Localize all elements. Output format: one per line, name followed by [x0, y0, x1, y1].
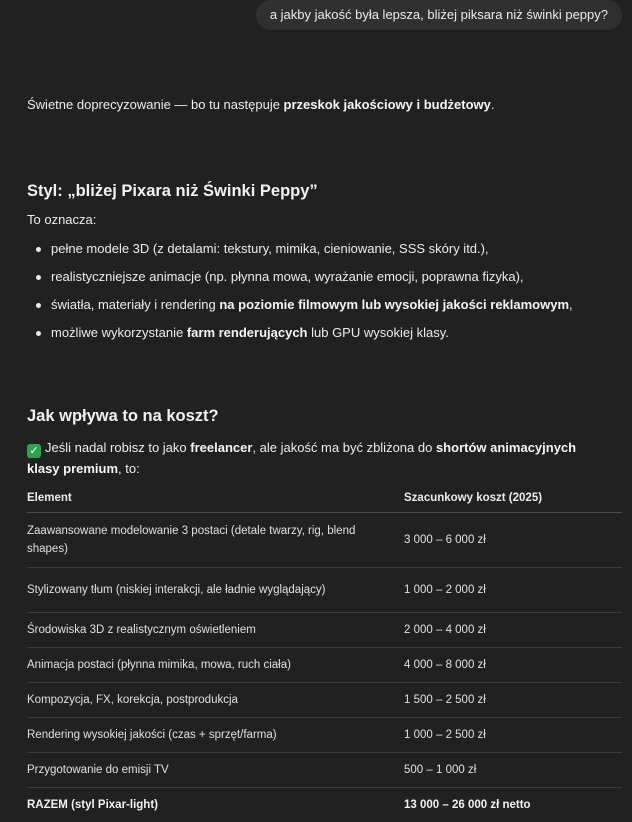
style-bullet-list: [27, 235, 573, 347]
table-cell-element: Przygotowanie do emisji TV: [27, 753, 404, 788]
intro-text: Świetne doprecyzowanie — bo tu następuje: [27, 97, 284, 112]
bullet-text-end: lub GPU wysokiej klasy.: [308, 325, 449, 340]
bullet-dot: [36, 247, 41, 252]
table-cell-cost: 1 000 – 2 500 zł: [404, 718, 622, 753]
table-cell-cost: 1 000 – 2 000 zł: [404, 568, 622, 613]
table-cell-element: Kompozycja, FX, korekcja, postprodukcja: [27, 683, 404, 718]
table-row: [27, 613, 622, 648]
table-cell-cost: 3 000 – 6 000 zł: [404, 513, 622, 568]
table-cell-element: Animacja postaci (płynna mimika, mowa, ruch ciała): [27, 648, 404, 683]
intro-text-end: .: [491, 97, 495, 112]
list-item: [27, 291, 573, 319]
intro-paragraph: [27, 96, 495, 114]
column-header-element: Element: [27, 484, 404, 513]
style-heading: Styl: „bliżej Pixara niż Świnki Peppy”: [27, 182, 318, 200]
freelancer-text: , ale jakość ma być zbliżona do: [252, 440, 436, 455]
bullet-bold: na poziomie filmowym lub wysokiej jakości reklamowym: [219, 297, 569, 312]
table-cell-cost: 2 000 – 4 000 zł: [404, 613, 622, 648]
bullet-bold: farm renderujących: [187, 325, 308, 340]
column-header-cost: Szacunkowy koszt (2025): [404, 484, 622, 513]
table-cell-cost: 1 500 – 2 500 zł: [404, 683, 622, 718]
table-row: [27, 718, 622, 753]
bullet-text: możliwe wykorzystanie: [51, 325, 187, 340]
table-row: [27, 513, 622, 568]
bullet-dot: [36, 303, 41, 308]
cost-table: [27, 484, 622, 822]
table-total-row: [27, 788, 622, 822]
table-cell-cost: 4 000 – 8 000 zł: [404, 648, 622, 683]
freelancer-text-end: , to:: [118, 461, 140, 476]
table-row: [27, 648, 622, 683]
list-item: [27, 319, 573, 347]
table-cell-element: Rendering wysokiej jakości (czas + sprzęt/farma): [27, 718, 404, 753]
list-item: [27, 235, 573, 263]
table-row: [27, 568, 622, 613]
table-cell-element: Stylizowany tłum (niskiej interakcji, ale ładnie wyglądający): [27, 568, 404, 613]
bullet-text: światła, materiały i rendering: [51, 297, 219, 312]
user-message-bubble: a jakby jakość była lepsza, bliżej piksara niż świnki peppy?: [256, 0, 622, 30]
table-header-row: [27, 484, 622, 513]
bullet-dot: [36, 275, 41, 280]
bullet-text: pełne modele 3D (z detalami: tekstury, mimika, cieniowanie, SSS skóry itd.),: [51, 241, 489, 256]
bullet-text: realistyczniejsze animacje (np. płynna mowa, wyrażanie emocji, poprawna fizyka),: [51, 269, 524, 284]
intro-bold: przeskok jakościowy i budżetowy: [284, 97, 491, 112]
list-item: [27, 263, 573, 291]
total-label: RAZEM (styl Pixar-light): [27, 788, 404, 822]
freelancer-paragraph: [27, 437, 587, 479]
freelancer-bold: freelancer: [190, 440, 252, 455]
table-cell-element: Środowiska 3D z realistycznym oświetleniem: [27, 613, 404, 648]
table-cell-element: Zaawansowane modelowanie 3 postaci (detale twarzy, rig, blend shapes): [27, 513, 404, 568]
total-value: 13 000 – 26 000 zł netto: [404, 788, 622, 822]
means-label: To oznacza:: [27, 211, 96, 229]
table-row: [27, 753, 622, 788]
freelancer-text: Jeśli nadal robisz to jako: [45, 440, 190, 455]
bullet-dot: [36, 331, 41, 336]
premium-bold: shortów animacyjnych klasy premium: [27, 440, 576, 476]
check-mark-icon: ✓: [27, 444, 41, 458]
bullet-text-end: ,: [569, 297, 573, 312]
table-row: [27, 683, 622, 718]
cost-heading: Jak wpływa to na koszt?: [27, 407, 219, 425]
table-cell-cost: 500 – 1 000 zł: [404, 753, 622, 788]
